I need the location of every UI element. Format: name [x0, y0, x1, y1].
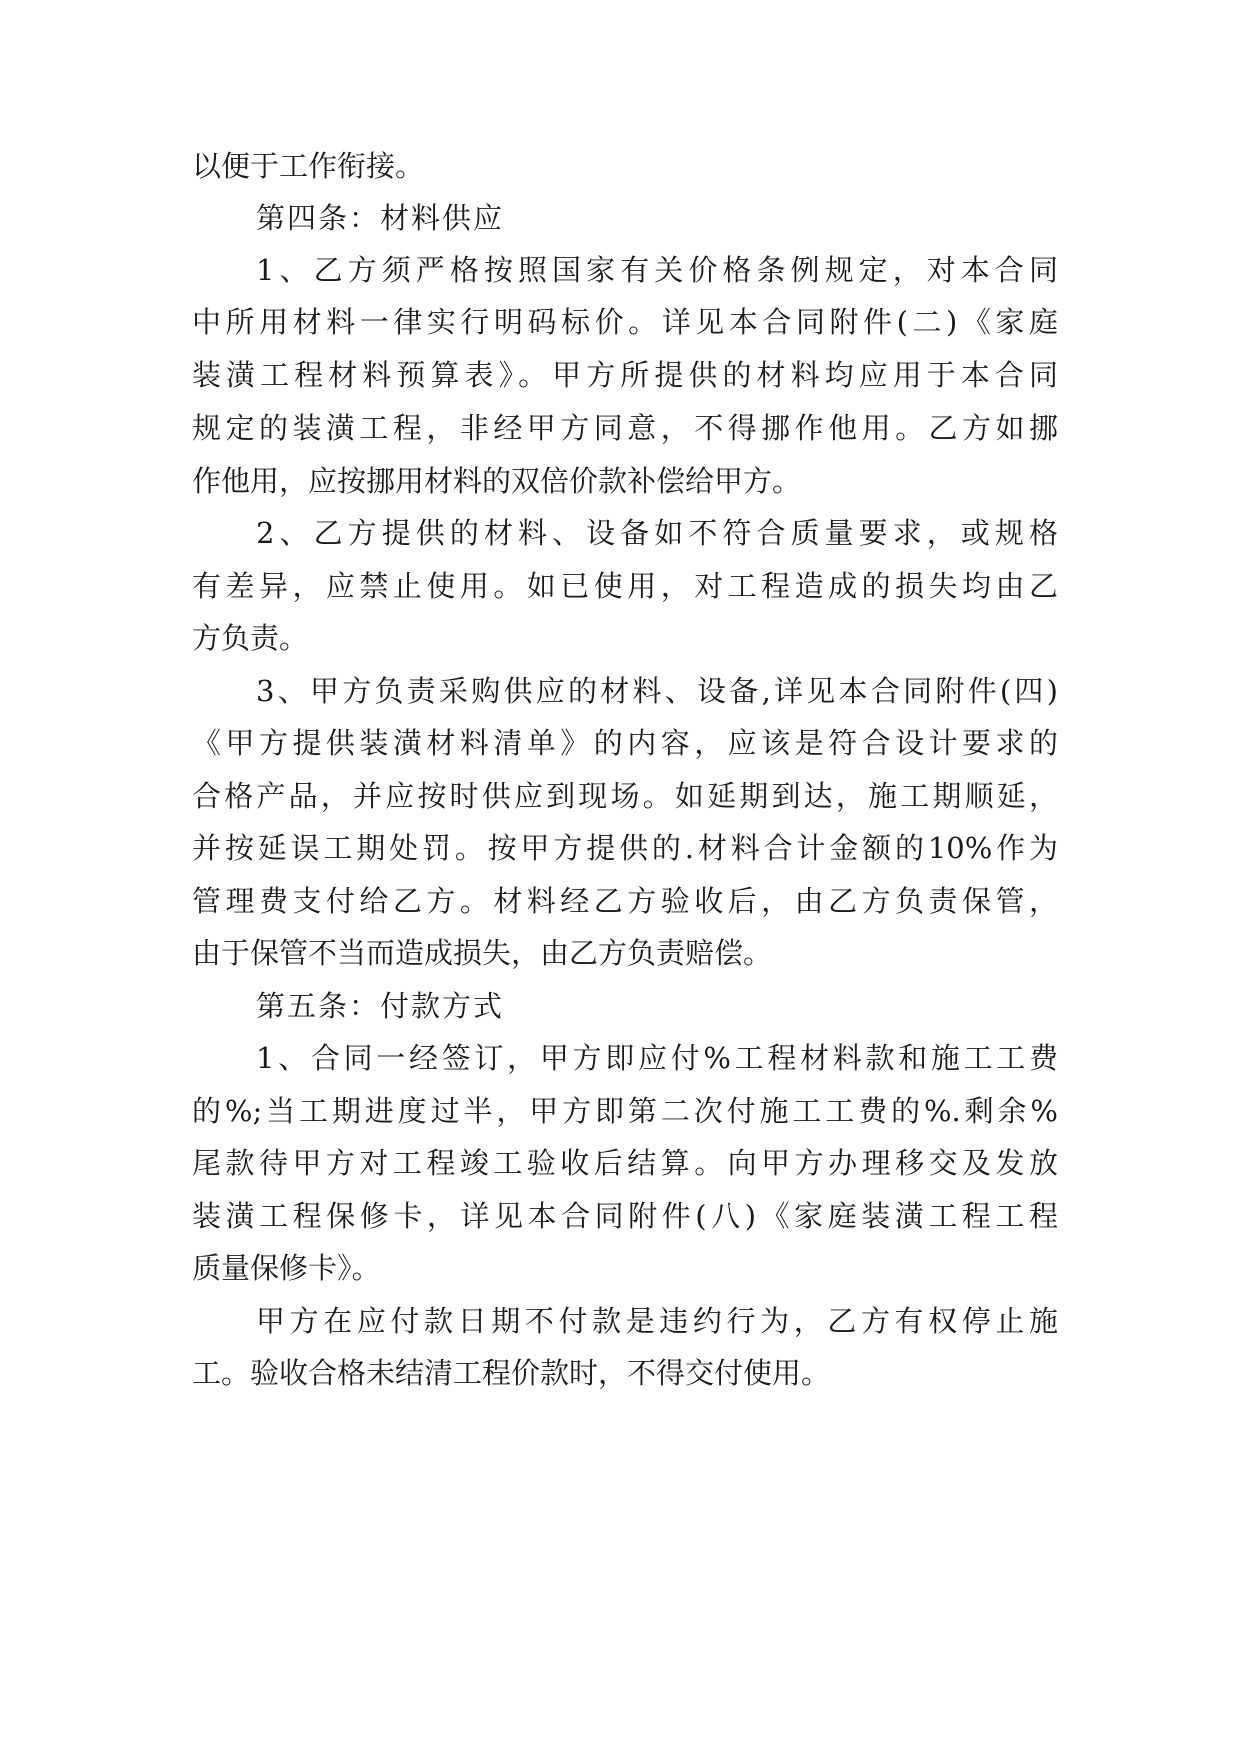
paragraph-line: 装潢工程保修卡，详见本合同附件(八)《家庭装潢工程工程 [192, 1199, 1058, 1233]
paragraph-line: 方负责。 [192, 621, 309, 655]
section-heading-4: 第四条：材料供应 [256, 201, 505, 235]
paragraph-line: 由于保管不当而造成损失，由乙方负责赔偿。 [192, 936, 773, 970]
paragraph-line: 合格产品，并应按时供应到现场。如延期到达，施工期顺延， [192, 779, 1058, 813]
paragraph-line: 3、甲方负责采购供应的材料、设备,详见本合同附件(四) [256, 674, 1058, 708]
paragraph-line: 管理费支付给乙方。材料经乙方验收后，由乙方负责保管， [192, 884, 1058, 918]
paragraph-line: 工。验收合格未结清工程价款时，不得交付使用。 [192, 1356, 831, 1390]
paragraph-line: 规定的装潢工程，非经甲方同意，不得挪作他用。乙方如挪 [192, 411, 1058, 445]
paragraph-line: 尾款待甲方对工程竣工验收后结算。向甲方办理移交及发放 [192, 1146, 1058, 1180]
paragraph-line: 《甲方提供装潢材料清单》的内容，应该是符合设计要求的 [192, 726, 1058, 760]
paragraph-line: 装潢工程材料预算表》。甲方所提供的材料均应用于本合同 [192, 358, 1058, 392]
paragraph-line: 2、乙方提供的材料、设备如不符合质量要求，或规格 [256, 516, 1058, 550]
section-heading-5: 第五条：付款方式 [256, 989, 505, 1023]
paragraph-line: 甲方在应付款日期不付款是违约行为，乙方有权停止施 [256, 1304, 1058, 1338]
paragraph-line: 质量保修卡》。 [192, 1251, 381, 1285]
paragraph-line: 以便于工作衔接。 [192, 149, 425, 183]
paragraph-line: 1、合同一经签订，甲方即应付%工程材料款和施工工费 [256, 1041, 1058, 1075]
paragraph-line: 并按延误工期处罚。按甲方提供的.材料合计金额的10%作为 [192, 831, 1058, 865]
paragraph-line: 作他用，应按挪用材料的双倍价款补偿给甲方。 [192, 464, 802, 498]
paragraph-line: 中所用材料一律实行明码标价。详见本合同附件(二)《家庭 [192, 305, 1058, 339]
paragraph-line: 的%;当工期进度过半，甲方即第二次付施工工费的%.剩余% [192, 1094, 1058, 1128]
paragraph-line: 1、乙方须严格按照国家有关价格条例规定，对本合同 [256, 253, 1058, 287]
paragraph-line: 有差异，应禁止使用。如已使用，对工程造成的损失均由乙 [192, 569, 1058, 603]
